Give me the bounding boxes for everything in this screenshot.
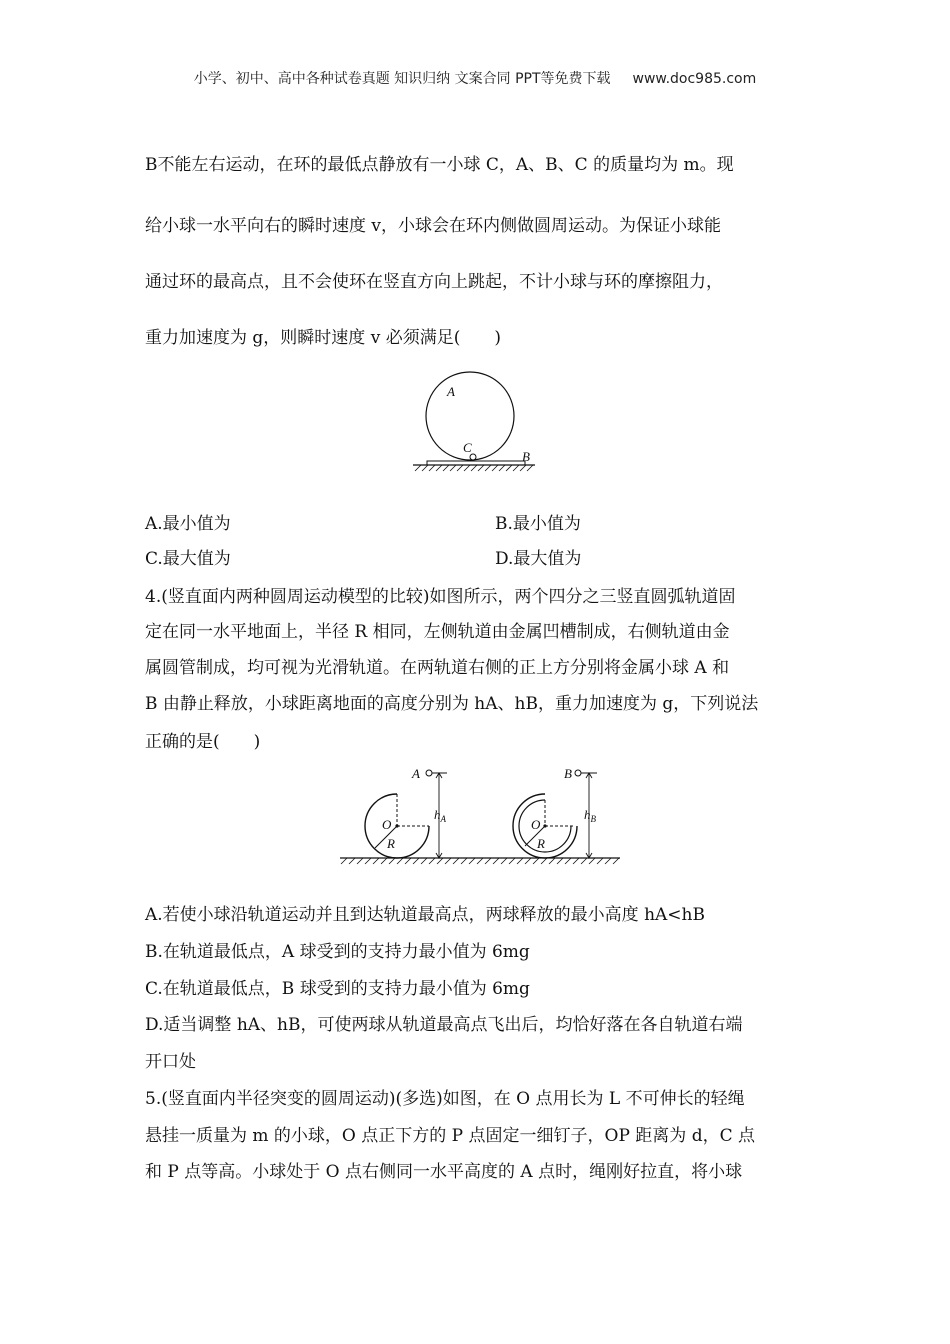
q4-line-2: 定在同一水平地面上，半径 R 相同，左侧轨道由金属凹槽制成，右侧轨道由金 xyxy=(145,622,730,642)
q4-line-5: 正确的是( ) xyxy=(145,732,261,752)
q3-line-1: B不能左右运动，在环的最低点静放有一小球 C，A、B、C 的质量均为 m。现 xyxy=(145,155,734,175)
label-c: C xyxy=(463,440,472,455)
q4-line-1: 4.(竖直面内两种圆周运动模型的比较)如图所示，两个四分之三竖直圆弧轨道固 xyxy=(145,587,736,607)
q4-option-c: C.在轨道最低点，B 球受到的支持力最小值为 6mg xyxy=(145,979,530,999)
q4-tracks-figure xyxy=(335,762,625,874)
label-b: B xyxy=(522,449,530,464)
q5-line-2: 悬挂一质量为 m 的小球，O 点正下方的 P 点固定一细钉子，OP 距离为 d，C 点 xyxy=(145,1126,755,1146)
q3-line-4: 重力加速度为 g，则瞬时速度 v 必须满足( ) xyxy=(145,328,501,348)
q3-line-2: 给小球一水平向右的瞬时速度 v，小球会在环内侧做圆周运动。为保证小球能 xyxy=(145,216,722,236)
q3-option-d: D.最大值为 xyxy=(495,549,582,569)
ball-a xyxy=(426,770,432,776)
label-hb: $h_B$ xyxy=(584,807,596,824)
q3-line-3: 通过环的最高点，且不会使环在竖直方向上跳起，不计小球与环的摩擦阻力， xyxy=(145,272,723,292)
header-url[interactable]: www.doc985.com xyxy=(632,71,757,87)
label-a: A xyxy=(447,384,455,399)
label-a: A xyxy=(412,766,420,781)
q4-option-d-line-1: D.适当调整 hA、hB，可使两球从轨道最高点飞出后，均恰好落在各自轨道右端 xyxy=(145,1015,743,1035)
q5-topic: 竖直面内半径突变的圆周运动 xyxy=(167,1089,389,1109)
ground-hatch xyxy=(341,858,619,864)
label-ha: $h_A$ xyxy=(434,807,446,824)
label-b: B xyxy=(564,766,572,781)
ball-b xyxy=(575,770,581,776)
label-o-right: O xyxy=(531,817,541,832)
q3-option-a: A.最小值为 xyxy=(145,514,231,534)
q5-line-3: 和 P 点等高。小球处于 O 点右侧同一水平高度的 A 点时，绳刚好拉直，将小球 xyxy=(145,1162,743,1182)
base-b xyxy=(427,461,525,465)
q3-option-c: C.最大值为 xyxy=(145,549,231,569)
page-header xyxy=(0,68,950,88)
q3-option-b: B.最小值为 xyxy=(495,514,581,534)
q5-line-1: 5.(竖直面内半径突变的圆周运动)(多选)如图，在 O 点用长为 L 不可伸长的轻绳 xyxy=(145,1089,745,1109)
left-center-o xyxy=(395,824,398,827)
label-o-left: O xyxy=(382,817,392,832)
label-r-left: R xyxy=(387,836,395,851)
q4-option-b: B.在轨道最低点，A 球受到的支持力最小值为 6mg xyxy=(145,942,530,962)
q4-option-d-line-2: 开口处 xyxy=(145,1052,196,1072)
q4-line-4: B 由静止释放，小球距离地面的高度分别为 hA、hB，重力加速度为 g，下列说法 xyxy=(145,694,759,714)
ground-hatch xyxy=(415,465,533,471)
q4-option-a: A.若使小球沿轨道运动并且到达轨道最高点，两球释放的最小高度 hA<hB xyxy=(145,905,705,925)
label-r-right: R xyxy=(537,836,545,851)
header-text: 小学、初中、高中各种试卷真题 知识归纳 文案合同 PPT等免费下载 xyxy=(193,71,611,87)
q4-topic: 竖直面内两种圆周运动模型的比较 xyxy=(167,587,423,607)
q3-ring-figure xyxy=(405,370,545,480)
q4-line-3: 属圆管制成，均可视为光滑轨道。在两轨道右侧的正上方分别将金属小球 A 和 xyxy=(145,658,730,678)
right-center-o xyxy=(543,824,546,827)
